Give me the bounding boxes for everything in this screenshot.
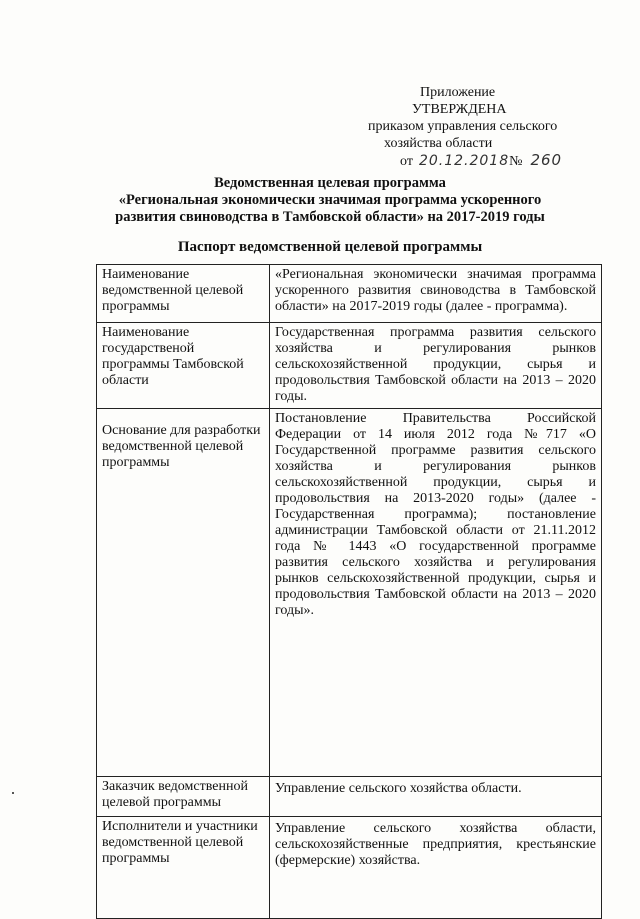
document-title [100,175,560,226]
table-row [97,265,602,323]
row-value: Постановление Правительства Российской Федерации от 14 июля 2012 года №717 «О Государственной программе развития сельского хозяйства и регулирования рынков сельскохозяйственной продукции, сырья и продовольствия на 2013-2020 годы» (далее - Государственная программа); постановление администрации Тамбовской области от 21.11.2012 года № 1443 «О государственной программе развития сельского хозяйства и регулирования рынков сельскохозяйственной продукции, сырья и продовольствия Тамбовской области на 2013 – 2020 годы». [270,409,602,777]
approval-block [368,84,630,170]
table-row [97,777,602,817]
title-line-3: развития свиноводства в Тамбовской области» на 2017-2019 годы [115,209,545,225]
scan-speck [12,792,14,794]
title-line-2: «Региональная экономически значимая программа ускоренного [118,192,542,208]
row-value: «Региональная экономически значимая программа ускоренного развития свиноводства в Тамбовской области» на 2017-2019 годы (далее - программа). [270,265,602,323]
row-value: Управление сельского хозяйства области, сельскохозяйственные предприятия, крестьянские (фермерские) хозяйства. [270,817,602,919]
approval-order: приказом управления сельского [368,119,558,134]
row-label [97,409,270,777]
approval-approved: УТВЕРЖДЕНА [412,102,507,117]
title-line-1: Ведомственная целевая программа [214,175,446,191]
row-label: Наименование ведомственной целевой программы [97,265,270,323]
row-label: Заказчик ведомственной целевой программы [97,777,270,817]
handwritten-date: 20.12.2018 [418,153,510,169]
approval-appendix: Приложение [420,85,496,100]
row-value: Государственная программа развития сельского хозяйства и регулирования рынков сельскохозяйственной продукции, сырья и продовольствия Тамбовской области на 2013 – 2020 годы. [270,323,602,409]
passport-title: Паспорт ведомственной целевой программы [177,239,483,255]
passport-table [96,264,602,919]
row-label-text: Основание для разработки ведомственной целевой программы [102,423,261,470]
table-row [97,323,602,409]
row-value: Управление сельского хозяйства области. [270,777,602,817]
row-label: Исполнители и участники ведомственной целевой программы [97,817,270,919]
row-label: Наименование государственой программы Тамбовской области [97,323,270,409]
table-row [97,817,602,919]
approval-department: хозяйства области [384,136,493,151]
handwritten-number: 260 [530,151,563,169]
date-prefix: от [400,154,413,169]
table-row [97,409,602,777]
approval-date-line [368,152,630,170]
number-sign: № [509,154,523,169]
